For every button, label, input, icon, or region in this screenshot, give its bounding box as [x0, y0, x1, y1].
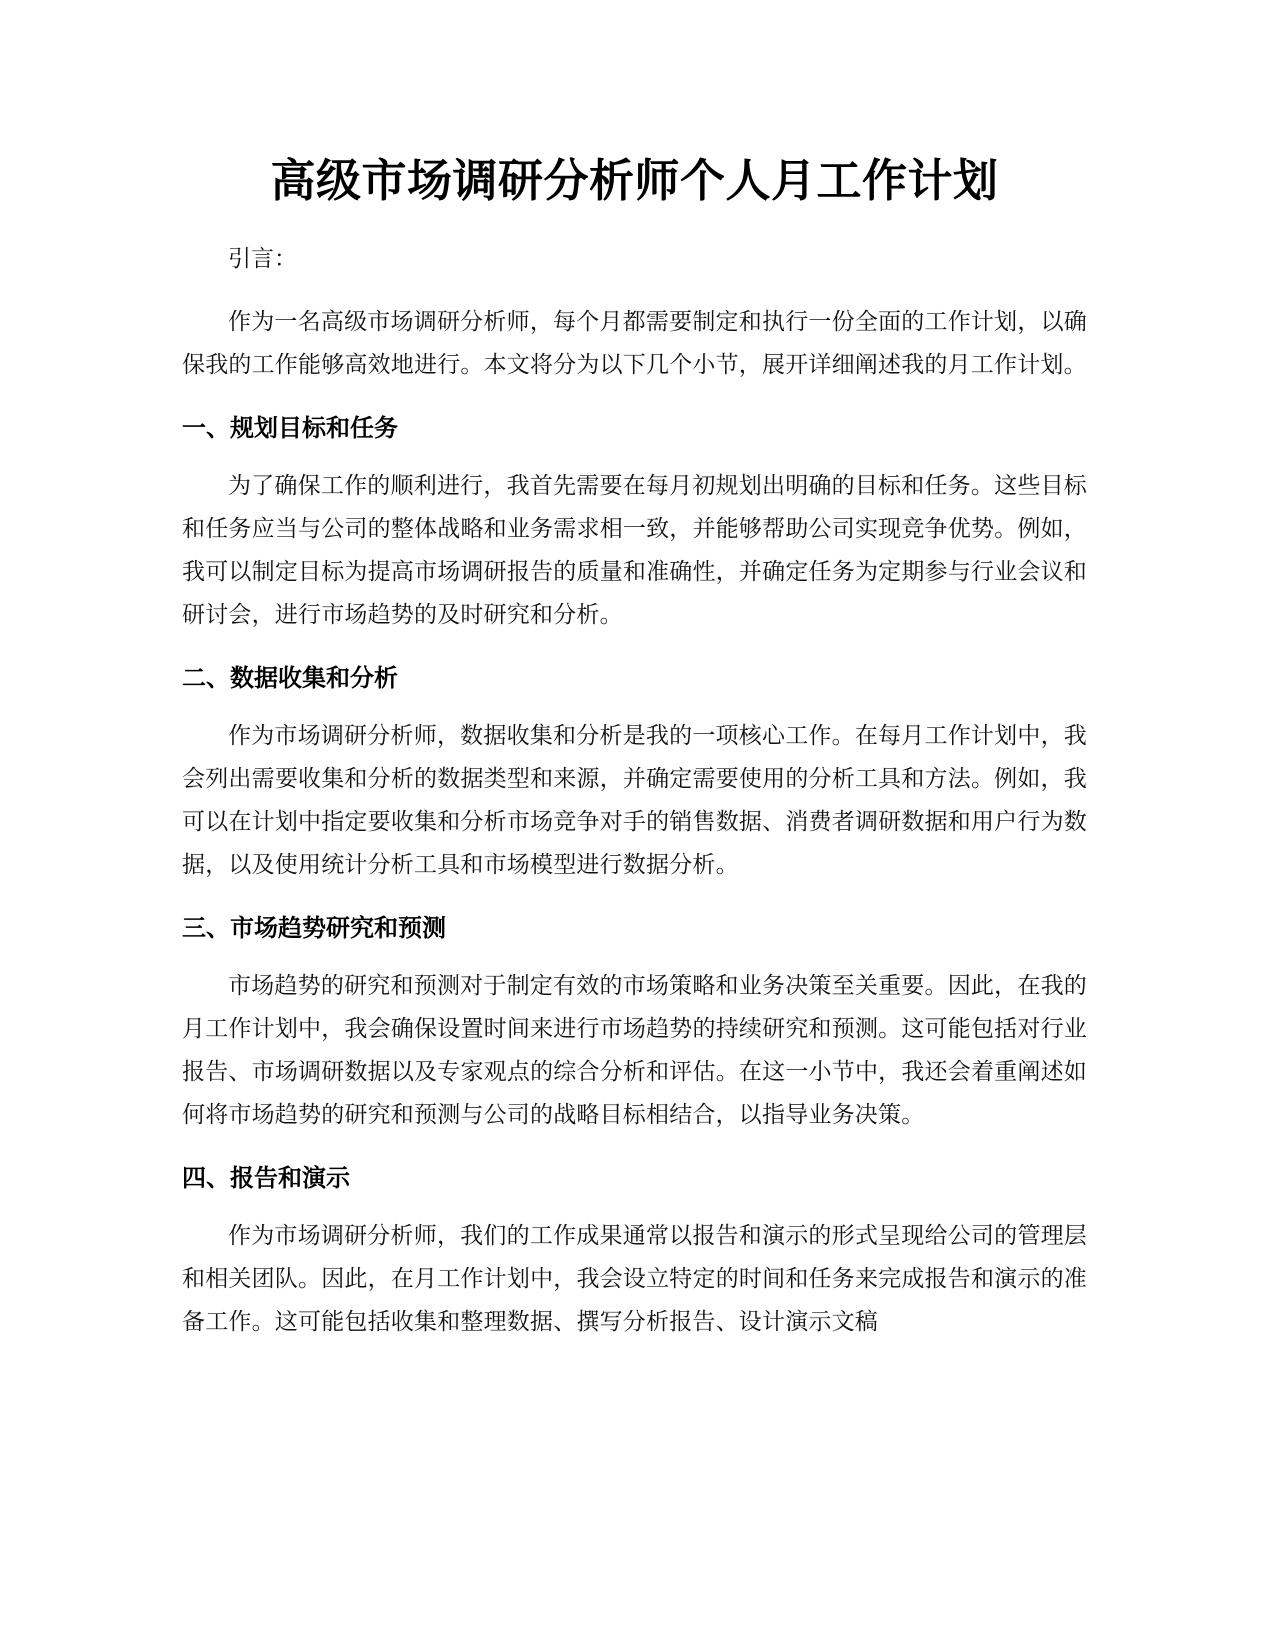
section-paragraph: 为了确保工作的顺利进行，我首先需要在每月初规划出明确的目标和任务。这些目标和任务应当与公司的整体战略和业务需求相一致，并能够帮助公司实现竞争优势。例如，我可以制定目标为提高市场调研报告的质量和准确性，并确定任务为定期参与行业会议和研讨会，进行市场趋势的及时研究和分析。 — [182, 473, 1087, 628]
section-1 — [182, 409, 1087, 637]
section-3 — [182, 909, 1087, 1137]
section-heading: 二、数据收集和分析 — [182, 664, 398, 692]
section-4 — [182, 1159, 1087, 1344]
intro-label: 引言： — [228, 246, 297, 272]
section-heading: 一、规划目标和任务 — [182, 414, 398, 442]
section-heading: 三、市场趋势研究和预测 — [182, 914, 446, 942]
section-heading: 四、报告和演示 — [182, 1164, 350, 1192]
section-paragraph: 市场趋势的研究和预测对于制定有效的市场策略和业务决策至关重要。因此，在我的月工作计划中，我会确保设置时间来进行市场趋势的持续研究和预测。这可能包括对行业报告、市场调研数据以及专家观点的综合分析和评估。在这一小节中，我还会着重阐述如何将市场趋势的研究和预测与公司的战略目标相结合，以指导业务决策。 — [182, 973, 1087, 1128]
section-2 — [182, 659, 1087, 887]
document-title: 高级市场调研分析师个人月工作计划 — [270, 154, 999, 207]
document-body — [182, 238, 1087, 1366]
section-paragraph: 作为市场调研分析师，数据收集和分析是我的一项核心工作。在每月工作计划中，我会列出需要收集和分析的数据类型和来源，并确定需要使用的分析工具和方法。例如，我可以在计划中指定要收集和分析市场竞争对手的销售数据、消费者调研数据和用户行为数据，以及使用统计分析工具和市场模型进行数据分析。 — [182, 723, 1087, 878]
intro-paragraph: 作为一名高级市场调研分析师，每个月都需要制定和执行一份全面的工作计划，以确保我的工作能够高效地进行。本文将分为以下几个小节，展开详细阐述我的月工作计划。 — [182, 309, 1087, 378]
section-paragraph: 作为市场调研分析师，我们的工作成果通常以报告和演示的形式呈现给公司的管理层和相关团队。因此，在月工作计划中，我会设立特定的时间和任务来完成报告和演示的准备工作。这可能包括收集和整理数据、撰写分析报告、设计演示文稿 — [182, 1223, 1087, 1335]
document-page — [182, 0, 1087, 1650]
